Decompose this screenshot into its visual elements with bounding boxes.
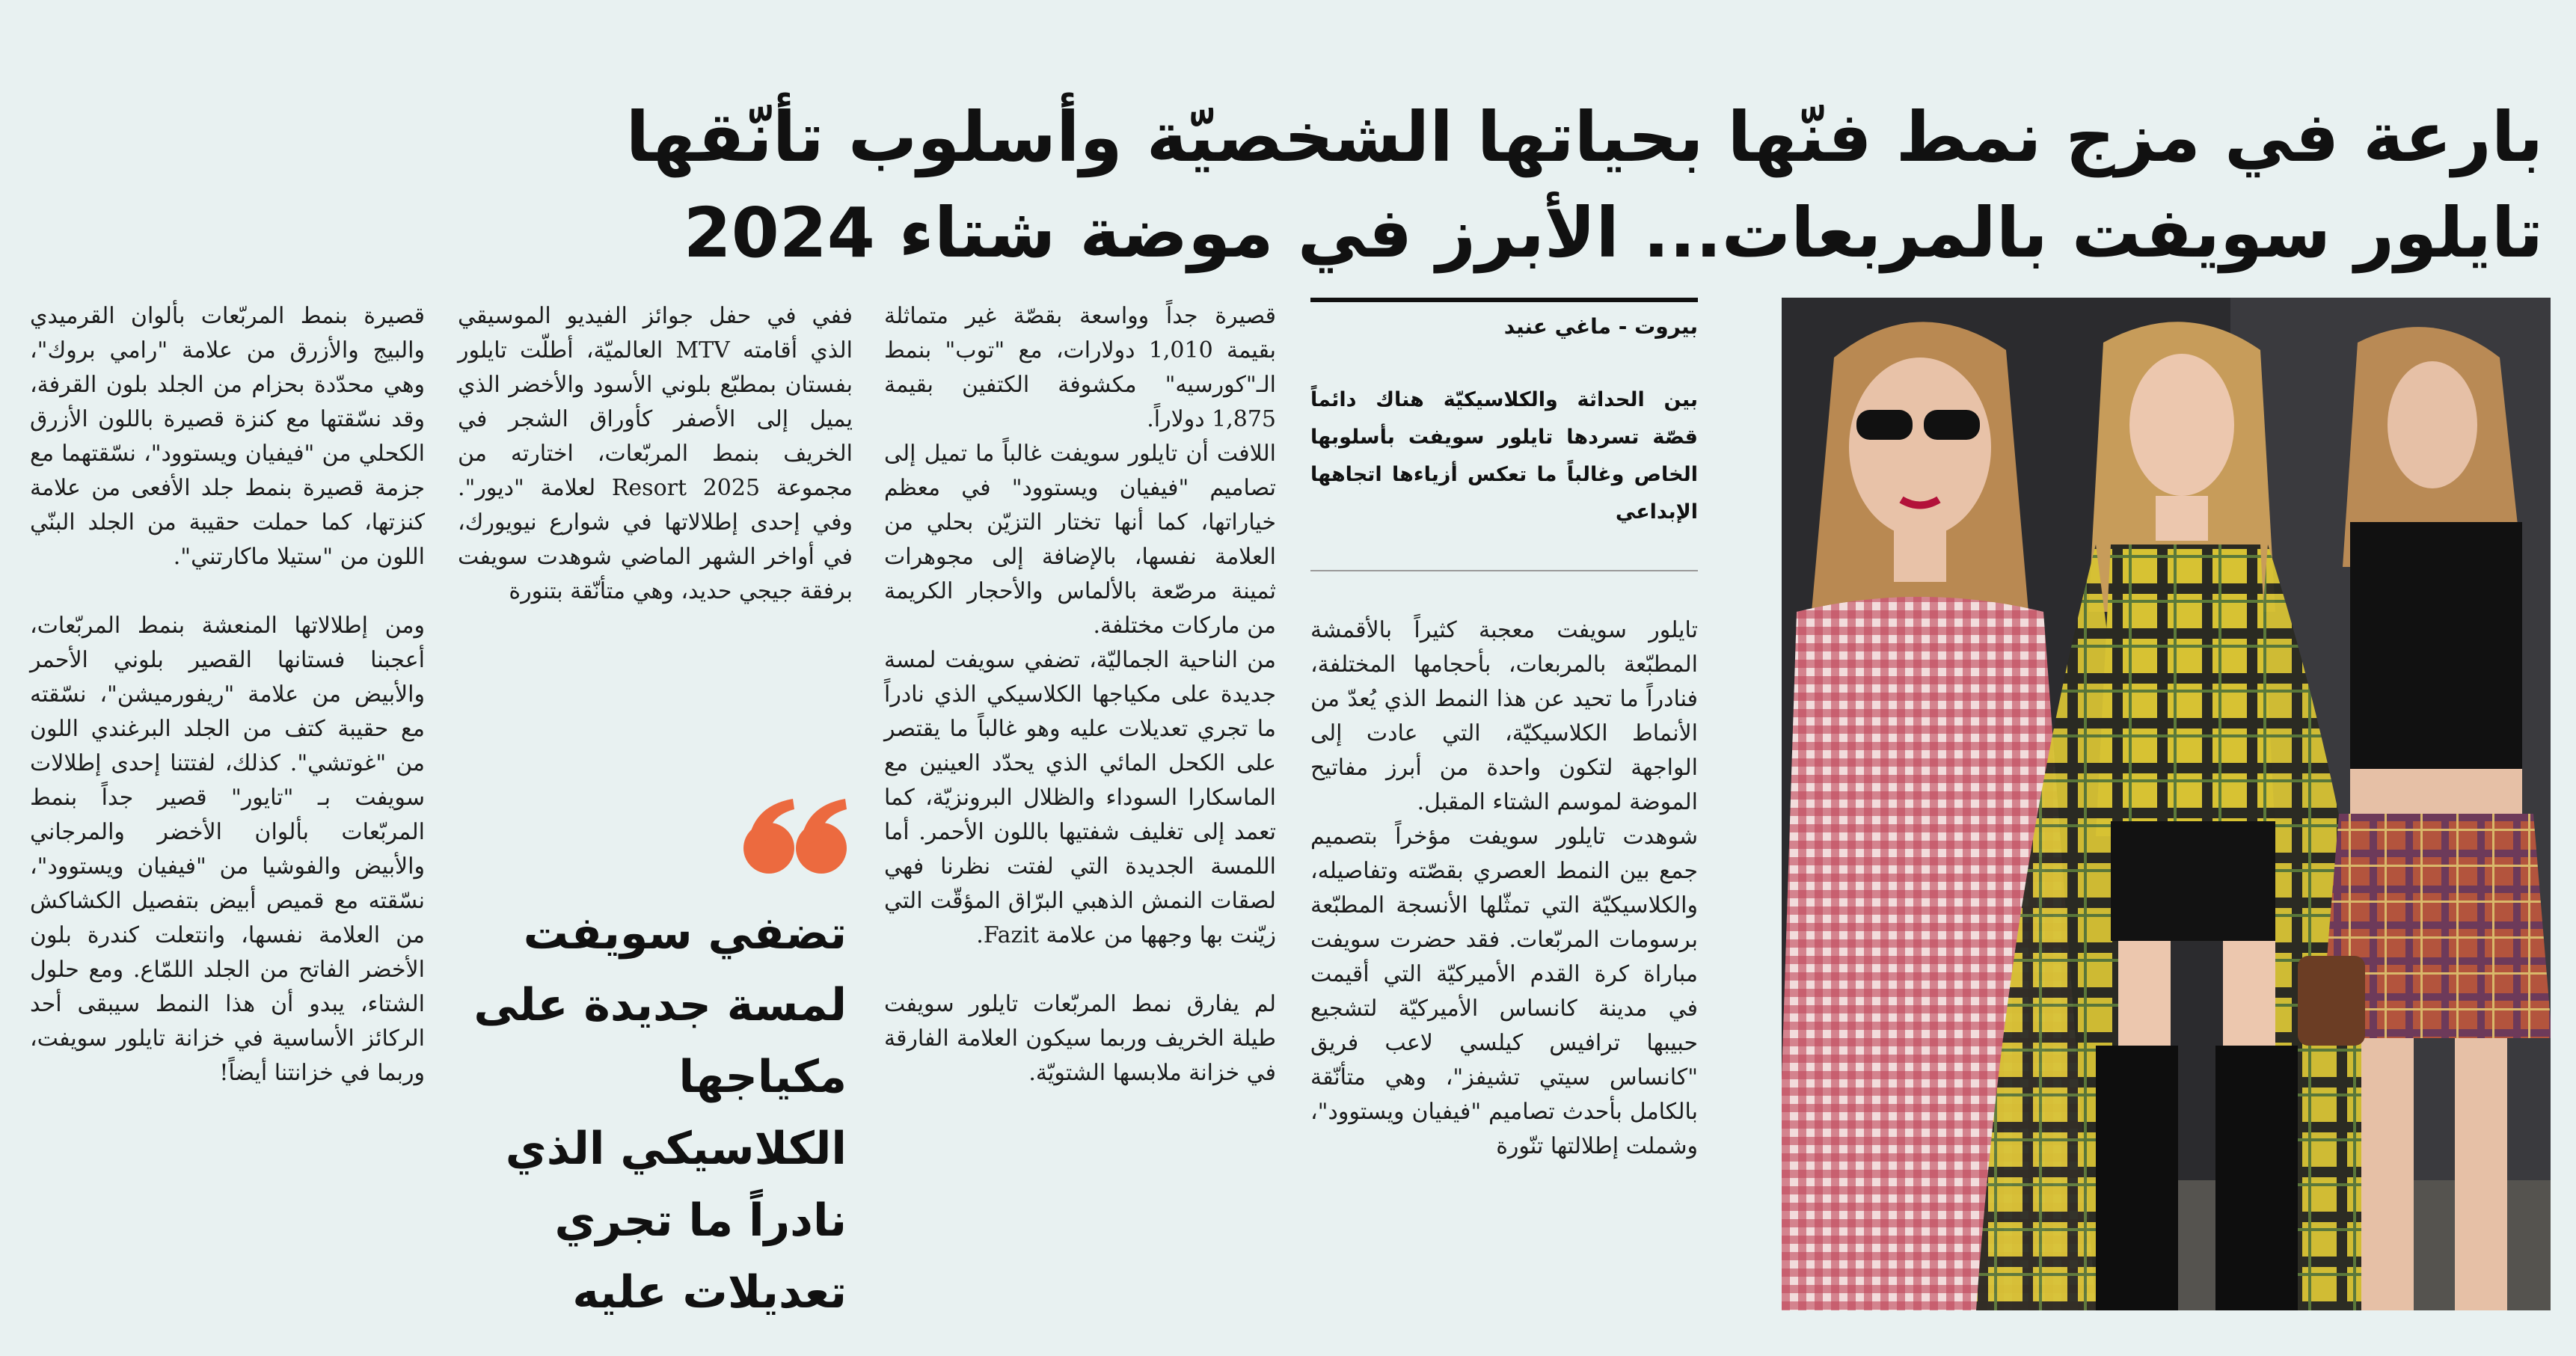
- headline-line-2: تايلور سويفت بالمربعات... الأبرز في موضة شتاء 2024: [683, 192, 2543, 273]
- article-photo: [1782, 298, 2551, 1310]
- pull-quote: تضفي سويفت لمسة جديدة على مكياجها الكلاسيكي الذي نادراً ما تجري تعديلات عليه: [473, 907, 847, 1319]
- headline-line-1: بارعة في مزج نمط فنّها بحياتها الشخصيّة وأسلوب تأنّقها: [625, 96, 2543, 177]
- paragraph: لم يفارق نمط المربّعات تايلور سويفت طيلة الخريف وربما سيكون العلامة الفارقة في خزانة ملابسها الشتويّة.: [884, 991, 1276, 1086]
- byline-rule: [1310, 298, 1698, 302]
- lead-paragraph: بين الحداثة والكلاسيكيّة هناك دائماً قصّة تسردها تايلور سويفت بأسلوبها الخاص وغالباً ما تعكس أزياءها اتجاهها الإبداعي: [1310, 388, 1698, 524]
- paragraph: ففي في حفل جوائز الفيديو الموسيقي الذي أقامته MTV العالميّة، أطلّت تايلور بفستان بمطبّع بلوني الأسود والأخضر الذي يميل إلى الأصفر كأوراق الشجر في الخريف بنمط المربّعات، اختارته من مجموعة Resort 2025 لعلامة "ديور". وفي إحدى إطلالاتها في شوارع نيويورك، في أواخر الشهر الماضي شوهدت سويفت برفقة جيجي حديد، وهي متأنّقة بتنورة: [458, 303, 853, 604]
- article-column-1: [1310, 613, 1698, 1198]
- paragraph: شوهدت تايلور سويفت مؤخراً بتصميم جمع بين النمط العصري بقصّته وتفاصيله، والكلاسيكيّة التي تمثّلها الأنسجة المطبّعة برسومات المربّعات. فقد حضرت سويفت مباراة كرة القدم الأميركيّة التي أقيمت في مدينة كانساس الأميركيّة لتشجيع حبيبها ترافيس كيلسي لاعب فريق "كانساس سيتي تشيفز"، وهي متأنّقة بالكامل بأحدث تصاميم "فيفيان ويستوود"، وشملت إطلالتها تنّورة: [1310, 823, 1698, 1159]
- paragraph: ومن إطلالاتها المنعشة بنمط المربّعات، أعجبنا فستانها القصير بلوني الأحمر والأبيض من علامة "ريفورميشن"، نسّقته مع حقيبة كتف من الجلد البرغندي اللون من "غوتشي". كذلك، لفتتنا إحدى إطلالات سويفت بـ "تايور" قصير جداً بنمط المربّعات بألوان الأخضر والمرجاني والأبيض والفوشيا من "فيفيان ويستوود"، نسّقته مع قميص أبيض بتفصيل الكشاكش من العلامة نفسها، وانتعلت كندرة بلون الأخضر الفاتح من الجلد اللمّاع. ومع حلول الشتاء، يبدو أن هذا النمط سيبقى أحد الركائز الأساسية في خزانة تايلور سويفت، وربما في خزانتنا أيضاً!: [30, 613, 425, 1086]
- paragraph: تايلور سويفت معجبة كثيراً بالأقمشة المطبّعة بالمربعات، بأحجامها المختلفة، فنادراً ما تحيد عن هذا النمط الذي يُعدّ من الأنماط الكلاسيكيّة، التي عادت إلى الواجهة لتكون واحدة من أبرز مفاتيح الموضة لموسم الشتاء المقبل.: [1310, 617, 1698, 815]
- paragraph: قصيرة جداً وواسعة بقصّة غير متماثلة بقيمة 1,010 دولارات، مع "توب" بنمط الـ"كورسيه" مكشوفة الكتفين بقيمة 1,875 دولاراً.: [884, 303, 1276, 432]
- paragraph: من الناحية الجماليّة، تضفي سويفت لمسة جديدة على مكياجها الكلاسيكي الذي نادراً ما تجري تعديلات عليه وهو غالباً ما يقتصر على الكحل المائي الذي يحدّد العينين مع الماسكارا السوداء والظلال البرونزيّة، كما تعمد إلى تغليف شفتيها باللون الأحمر. أما اللمسة الجديدة التي لفتت نظرنا فهي لصقات النمش الذهبي البرّاق المؤقّت التي زيّنت بها وجهها من علامة Fazit.: [884, 647, 1276, 948]
- byline: بيروت - ماغي عنيد: [1503, 314, 1698, 339]
- headline: [45, 90, 2543, 281]
- photo-illustration: [1782, 298, 2551, 1310]
- quote-mark-icon: [740, 794, 853, 884]
- article-column-2: [884, 299, 1276, 1125]
- paragraph: قصيرة بنمط المربّعات بألوان القرميدي والبيج والأزرق من علامة "رامي بروك"، وهي محدّدة بحزام من الجلد بلون القرفة، وقد نسّقتها مع كنزة قصيرة باللون الأزرق الكحلي من "فيفيان ويستوود"، نسّقتهما مع جزمة قصيرة بنمط جلد الأفعى من علامة كنزتها، كما حملت حقيبة من الجلد البنّي اللون من "ستيلا ماكارتني".: [30, 303, 425, 570]
- lead-divider: [1310, 570, 1698, 571]
- article-column-3: [458, 299, 853, 643]
- paragraph: اللافت أن تايلور سويفت غالباً ما تميل إلى تصاميم "فيفيان ويستوود" في معظم خياراتها، كما أنها تختار التزيّن بحلي من العلامة نفسها، بالإضافة إلى مجوهرات ثمينة مرصّعة بالألماس والأحجار الكريمة من ماركات مختلفة.: [884, 441, 1276, 639]
- article-column-4: [30, 299, 425, 1125]
